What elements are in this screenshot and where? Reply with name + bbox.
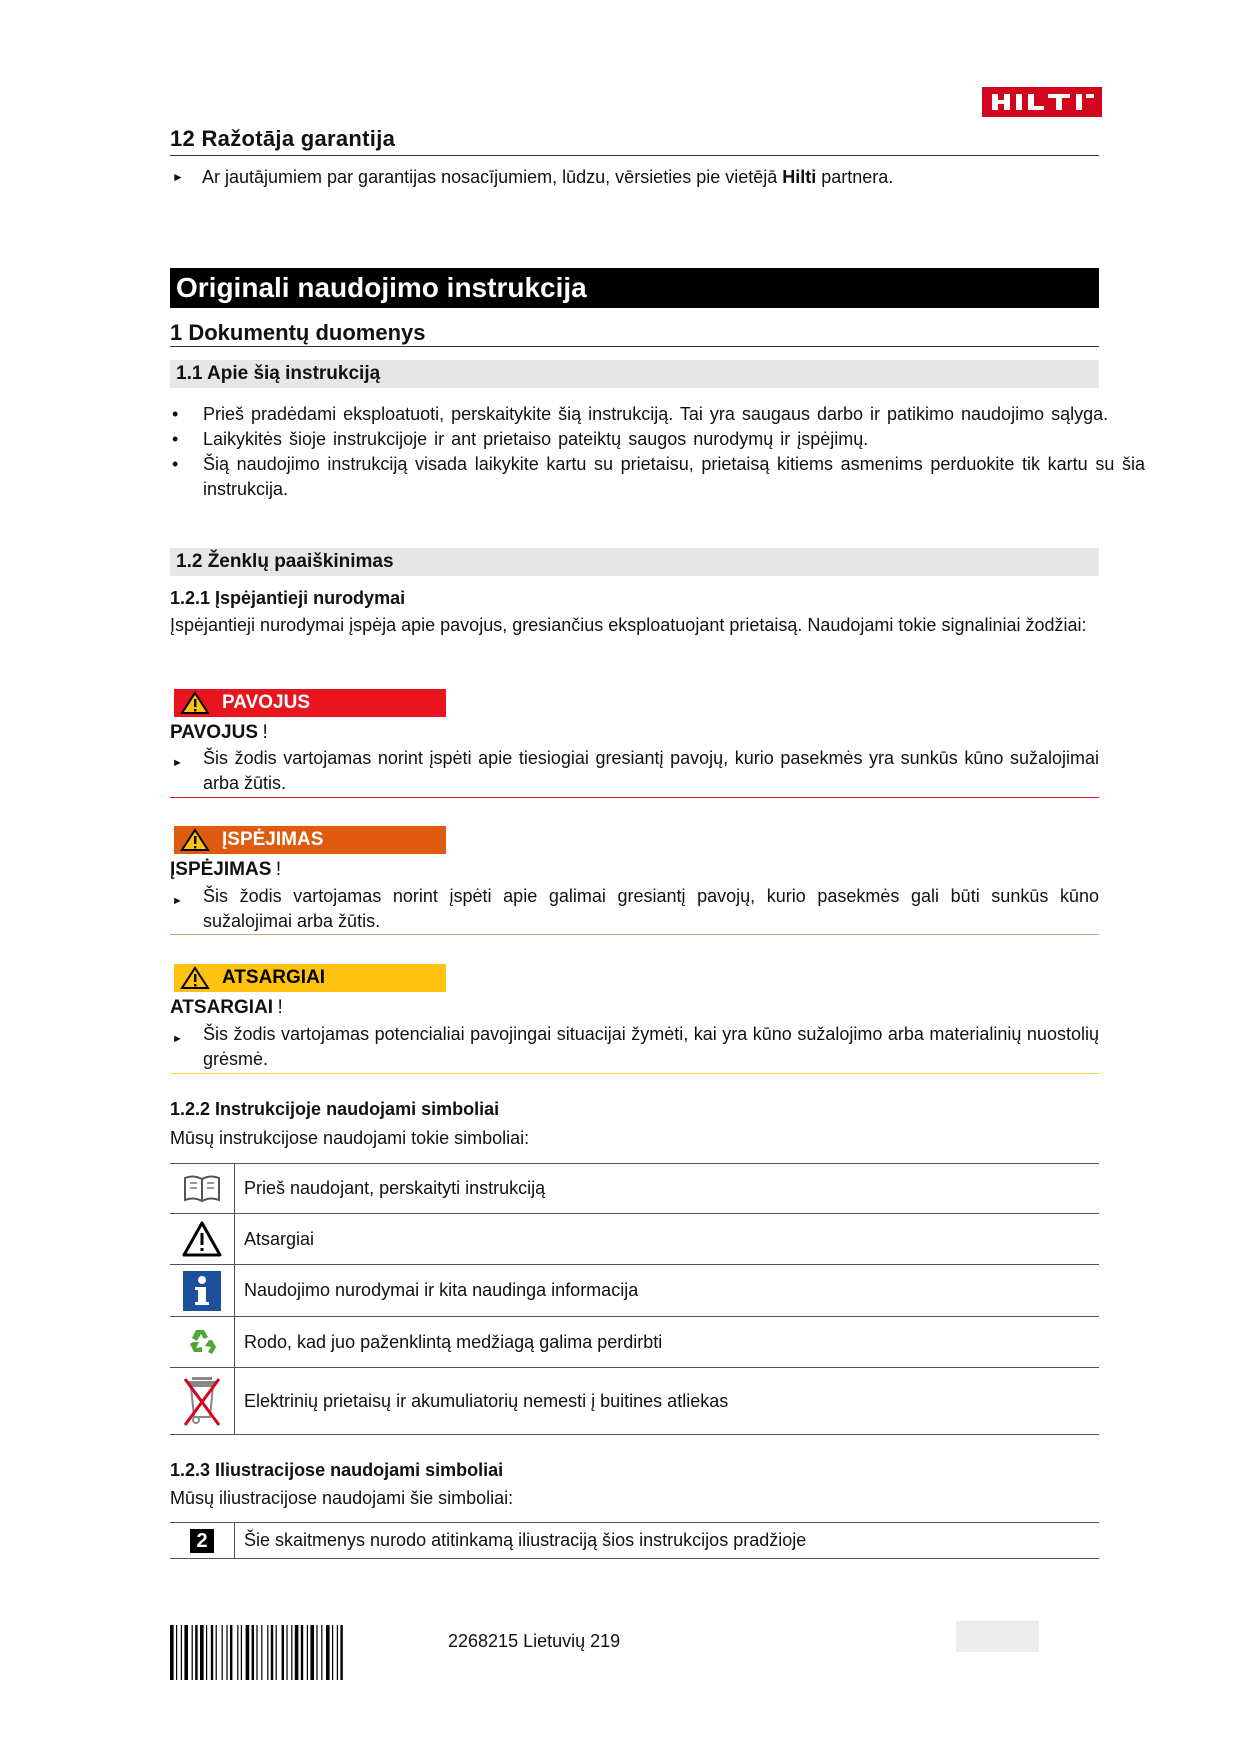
danger-divider (170, 797, 1099, 798)
symbol-description: Prieš naudojant, perskaityti instrukciją (244, 1178, 546, 1198)
section-1-2-title: 1.2 Ženklų paaiškinimas (170, 548, 1099, 576)
table-row (170, 1316, 1099, 1367)
table-row (170, 1163, 1099, 1213)
crossed-bin-icon (182, 1373, 222, 1429)
warranty-note (172, 167, 893, 188)
signal-word-danger: PAVOJUS ! (170, 722, 268, 743)
symbols-table (170, 1163, 1099, 1435)
warnings-intro: Įspėjantieji nurodymai įspėja apie pavojus, gresiančius eksploatuojant prietaisą. Naudojami tokie signaliniai žodžiai: (170, 615, 1087, 635)
table-row (170, 1522, 1099, 1558)
signal-word-caution: ATSARGIAI ! (170, 997, 283, 1018)
signal-label-warning: ĮSPĖJIMAS (174, 826, 446, 854)
warranty-note-text: Ar jautājumiem par garantijas nosacījumiem, lūdzu, vērsieties pie vietējā (202, 167, 783, 187)
symbol-description: Šie skaitmenys nurodo atitinkamą iliustraciją šios instrukcijos pradžioje (244, 1530, 807, 1550)
barcode (170, 1625, 426, 1680)
arrow-bullet-icon: ► (172, 170, 184, 184)
symbol-description: Atsargiai (244, 1228, 315, 1249)
signal-label-danger: PAVOJUS (174, 689, 446, 717)
brand-mention: Hilti (782, 167, 817, 187)
info-icon (183, 1271, 221, 1311)
arrow-bullet-icon: ► (172, 895, 183, 907)
arrow-bullet-icon: ► (172, 1033, 183, 1045)
list-item: • Šią naudojimo instrukciją visada laikykite kartu su prietaisu, prietaisą kitiems asmenims perduokite tik kartu su šia instrukcija. (172, 454, 1145, 499)
warning-triangle-icon (180, 966, 210, 990)
danger-description: ► Šis žodis vartojamas norint įspėti apie tiesiogiai gresiantį pavojų, kurio pasekmės yra sunkūs kūno sužalojimai arba žūtis. (172, 748, 1099, 793)
warning-divider (170, 934, 1099, 935)
about-bullets (170, 402, 1145, 502)
table-row (170, 1264, 1099, 1316)
illustration-symbols-table (170, 1522, 1099, 1559)
footer-tab (956, 1621, 1039, 1652)
warranty-note-tail: partnera. (816, 167, 894, 187)
list-item: • Prieš pradėdami eksploatuoti, perskaitykite šią instrukciją. Tai yra saugaus darbo ir patikimo naudojimo sąlyga. (172, 404, 1109, 424)
section-1-2-2-title: 1.2.2 Instrukcijoje naudojami simboliai (170, 1099, 500, 1119)
recycle-icon (182, 1322, 222, 1362)
warning-triangle-icon (180, 828, 210, 852)
book-icon (182, 1174, 222, 1204)
caution-description: ► Šis žodis vartojamas potencialiai pavojingai situacijai žymėti, kai yra kūno sužalojimo arba materialinių nuostolių grėsmė. (172, 1024, 1099, 1069)
section-1-2-1-title: 1.2.1 Įspėjantieji nurodymai (170, 588, 406, 608)
warning-description: ► Šis žodis vartojamas norint įspėti apie galimai gresiantį pavojų, kurio pasekmės gali būti sunkūs kūno sužalojimai arba žūtis. (172, 886, 1099, 931)
symbols-intro: Mūsų instrukcijose naudojami tokie simboliai: (170, 1128, 530, 1148)
warning-triangle-icon (181, 1220, 223, 1258)
section-1-1-title: 1.1 Apie šią instrukciją (170, 360, 1099, 388)
hilti-logo (982, 87, 1102, 117)
list-item: • Laikykitės šioje instrukcijoje ir ant prietaiso pateiktų saugos nurodymų ir įspėjimų. (172, 429, 869, 449)
warning-triangle-icon (180, 691, 210, 715)
section-12-title: 12 Ražotāja garantija (170, 126, 396, 151)
footer-page-info: 2268215 Lietuvių 219 (448, 1631, 621, 1651)
illustration-symbols-intro: Mūsų iliustracijose naudojami šie simboliai: (170, 1488, 514, 1508)
section-1-2-3-title: 1.2.3 Iliustracijose naudojami simboliai (170, 1460, 504, 1480)
symbol-description: Elektrinių prietaisų ir akumuliatorių nemesti į buitines atliekas (244, 1390, 729, 1411)
caution-divider (170, 1073, 1099, 1074)
arrow-bullet-icon: ► (172, 757, 183, 769)
table-row (170, 1367, 1099, 1434)
figure-number-icon: 2 (190, 1529, 214, 1553)
svg-text:HILTI: HILTI (1042, 109, 1045, 110)
table-row (170, 1213, 1099, 1264)
divider (170, 155, 1099, 156)
signal-label-caution: ATSARGIAI (174, 964, 446, 992)
chapter-1-title: 1 Dokumentų duomenys (170, 320, 426, 345)
main-title-bar: Originali naudojimo instrukcija (170, 268, 1099, 308)
divider (170, 346, 1099, 347)
signal-word-warning: ĮSPĖJIMAS ! (170, 859, 282, 880)
symbol-description: Rodo, kad juo paženklintą medžiagą galima perdirbti (244, 1331, 663, 1352)
symbol-description: Naudojimo nurodymai ir kita naudinga informacija (244, 1280, 639, 1300)
